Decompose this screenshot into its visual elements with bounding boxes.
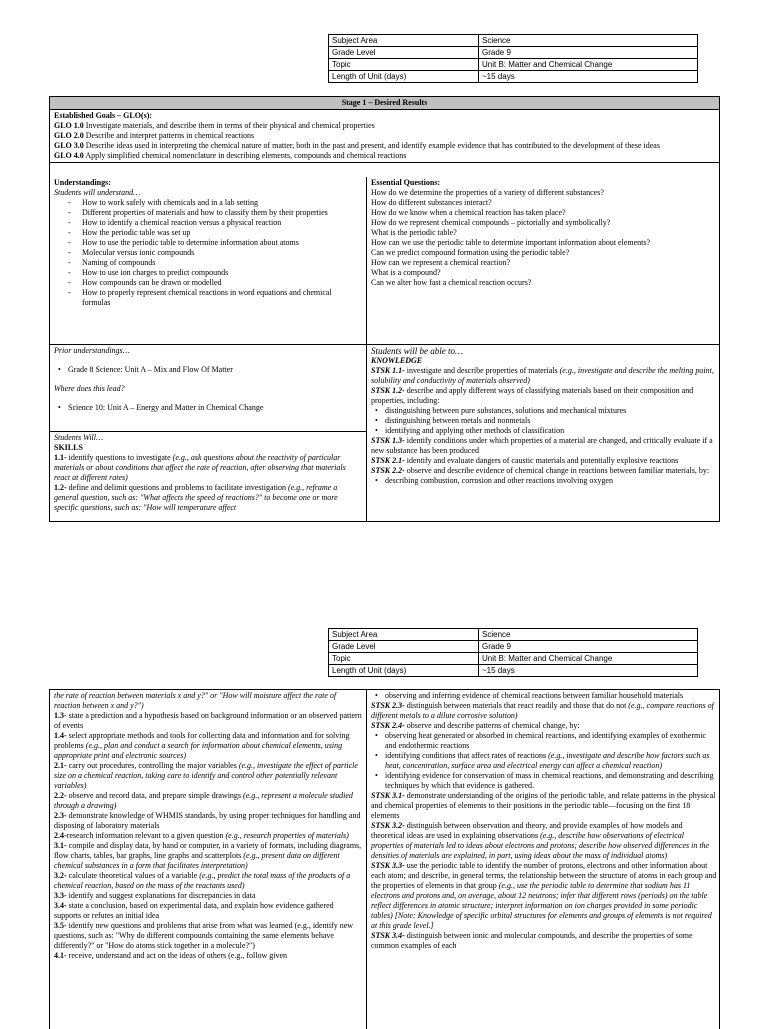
list-item: • identifying conditions that affect rates of reactions (e.g., investigate and describe how factors such as heat, concentration, surface area and electrical energy can affect a chemical reaction) — [385, 751, 717, 771]
unit-info-table-page-2 — [328, 628, 698, 677]
skill-item: 2.1- carry out procedures, controlling the major variables (e.g., investigate the effect of particle size on a chemical reaction, taking care to identify and control other potentially relevant variables) — [54, 761, 358, 790]
glo-item: GLO 4.0 Apply simplified chemical nomenclature in describing elements, compounds and chemical reactions — [54, 151, 407, 160]
established-goals — [50, 110, 719, 163]
stsk-item: STSK 2.1- identify and evaluate dangers of caustic materials and potentially explosive reactions — [371, 456, 679, 465]
skills-cell-continued — [50, 690, 366, 1029]
skill-item: 4.1- receive, understand and act on the ideas of others (e.g., follow given — [54, 951, 288, 960]
info-label: Grade Level — [329, 641, 479, 653]
info-label: Length of Unit (days) — [329, 71, 479, 83]
info-label: Subject Area — [329, 629, 479, 641]
stsk-item: STSK 2.4- observe and describe patterns of chemical change, by: — [371, 721, 580, 730]
stsk-item: STSK 3.3- use the periodic table to identify the number of protons, electrons and other information about each atom; and describe, in general terms, the relationship between the structure of atoms in each group and the properties of elements in that group (e.g., use the periodic table to determine that sodium has 11 electrons and protons and, on average, about 12 neutrons; infer that different rows (periods) on the table reflect differences in atomic structure; interpret information on ion charges provided in some periodic tables) [Note: Knowledge of specific orbital structures for elements and groups of elements is not required at this grade level.] — [371, 861, 717, 930]
essential-questions-cell — [367, 177, 720, 344]
info-value: ~15 days — [479, 665, 698, 677]
skill-continued: the rate of reaction between materials x and y?" or "How will moisture affect the rate of reaction between x and y?") — [54, 691, 337, 710]
skill-item: 2.3- demonstrate knowledge of WHMIS standards, by using proper techniques for handling and disposing of laboratory materials — [54, 811, 361, 830]
essential-questions-title: Essential Questions: — [371, 178, 441, 187]
skill-item: 2.4-research information relevant to a given question (e.g., research properties of materials) — [54, 831, 349, 840]
understandings-subtitle: Students will understand… — [54, 188, 141, 197]
stage-1-panel-continued — [49, 689, 720, 1029]
skill-item: 1.1- identify questions to investigate (e.g., ask questions about the reactivity of particular materials or about conditions that affect the rate of reaction, after observing that materials react at different rates) — [54, 453, 346, 482]
list-item: - How the periodic table was set up — [82, 228, 362, 238]
glo-item: GLO 1.0 Investigate materials, and describe them in terms of their physical and chemical properties — [54, 121, 375, 130]
info-label: Subject Area — [329, 35, 479, 47]
prior-lead: Where does this lead? — [54, 384, 125, 393]
info-label: Length of Unit (days) — [329, 665, 479, 677]
skill-item: 2.2- observe and record data, and prepare simple drawings (e.g., represent a molecule studied through a drawing) — [54, 791, 353, 810]
question-item: How do we determine the properties of a variety of different substances? — [371, 188, 604, 197]
question-item: How do different substances interact? — [371, 198, 492, 207]
list-item: - How to use the periodic table to determine information about atoms — [82, 238, 362, 248]
list-item: • distinguishing between pure substances, solutions and mechanical mixtures — [385, 406, 717, 416]
info-value: Science — [479, 35, 698, 47]
question-item: Can we alter how fast a chemical reaction occurs? — [371, 278, 532, 287]
list-item: - How compounds can be drawn or modelled — [82, 278, 362, 288]
question-item: What is the periodic table? — [371, 228, 457, 237]
skill-item: 1.4- select appropriate methods and tools for collecting data and information and for solving problems (e.g., plan and conduct a search for information about chemical elements, using appropriate print and electronic sources) — [54, 731, 350, 760]
glo-item: GLO 3.0 Describe ideas used in interpreting the chemical nature of matter, both in the past and present, and identify example evidence that has contributed to the development of these ideas — [54, 141, 660, 150]
info-label: Grade Level — [329, 47, 479, 59]
info-value: Unit B: Matter and Chemical Change — [479, 59, 698, 71]
stsk-item: STSK 3.2- distinguish between observation and theory, and provide examples of how models and theoretical ideas are used in explaining observations (e.g., describe how observations of electrical properties of materials led to ideas about electrons and protons; describe how observed differences in the densities of materials are explained, in part, using ideas about the mass of individual atoms) — [371, 821, 710, 860]
list-item: • identifying and applying other methods of classification — [385, 426, 717, 436]
question-item: What is a compound? — [371, 268, 441, 277]
list-item: - How to use ion charges to predict compounds — [82, 268, 362, 278]
skills-heading: SKILLS — [54, 443, 83, 452]
understandings-title: Understandings: — [54, 178, 111, 187]
question-item: How can we represent a chemical reaction? — [371, 258, 511, 267]
question-item: Can we predict compound formation using the periodic table? — [371, 248, 570, 257]
prior-item: • Grade 8 Science: Unit A – Mix and Flow Of Matter — [68, 365, 362, 375]
list-item: • observing heat generated or absorbed in chemical reactions, and identifying examples of exothermic and endothermic reactions — [385, 731, 717, 751]
glo-item: GLO 2.0 Describe and interpret patterns in chemical reactions — [54, 131, 255, 140]
list-item: - Molecular versus ionic compounds — [82, 248, 362, 258]
skill-item: 3.3- identify and suggest explanations for discrepancies in data — [54, 891, 256, 900]
skill-item: 3.2- calculate theoretical values of a variable (e.g., predict the total mass of the products of a chemical reaction, based on the mass of the reactants used) — [54, 871, 351, 890]
stsk-item: STSK 1.3- identify conditions under which properties of a material are changed, and critically evaluate if a new substance has been produced — [371, 436, 713, 455]
info-label: Topic — [329, 59, 479, 71]
able-to-cell-continued — [367, 690, 720, 1029]
info-value: ~15 days — [479, 71, 698, 83]
goals-title: Established Goals – GLO(s): — [54, 111, 153, 120]
list-item: - How to work safely with chemicals and in a lab setting — [82, 198, 362, 208]
question-item: How do we represent chemical compounds – pictorially and symbolically? — [371, 218, 611, 227]
question-item: How do we know when a chemical reaction has taken place? — [371, 208, 566, 217]
prior-understandings-cell — [50, 345, 366, 431]
knowledge-heading: KNOWLEDGE — [371, 356, 423, 365]
understandings-list — [54, 198, 362, 308]
stage-header: Stage 1 – Desired Results — [50, 97, 719, 110]
list-item: • distinguishing between metals and nonmetals — [385, 416, 717, 426]
skill-item: 3.1- compile and display data, by hand or computer, in a variety of formats, including diagrams, flow charts, tables, bar graphs, line graphs and scatterplots (e.g., present data on different chemical substances in a form that facilitates interpretation) — [54, 841, 362, 870]
stage-1-panel — [49, 96, 720, 522]
list-item: - How to identify a chemical reaction versus a physical reaction — [82, 218, 362, 228]
prior-item: • Science 10: Unit A – Energy and Matter in Chemical Change — [68, 403, 362, 413]
skills-title: Students Will… — [54, 433, 104, 442]
question-item: How can we use the periodic table to determine important information about elements? — [371, 238, 651, 247]
stsk-item: STSK 1.1- investigate and describe properties of materials (e.g., investigate and describe the melting point, solubility and conductivity of materials observed) — [371, 366, 714, 385]
list-item: • identifying evidence for conservation of mass in chemical reactions, and demonstrating and describing techniques by which that evidence is gathered. — [385, 771, 717, 791]
list-item: - Naming of compounds — [82, 258, 362, 268]
skill-item: 3.4- state a conclusion, based on experimental data, and explain how evidence gathered supports or refutes an initial idea — [54, 901, 334, 920]
skill-item: 3.5- identify new questions and problems that arise from what was learned (e.g., identify new questions, such as: "Why do different compounds containing the same elements behave differently?" or "How do atoms stick together in a molecule?") — [54, 921, 354, 950]
info-value: Grade 9 — [479, 47, 698, 59]
list-item: • describing combustion, corrosion and other reactions involving oxygen — [385, 476, 717, 486]
able-to-cell — [367, 345, 720, 522]
skill-item: 1.2- define and delimit questions and problems to facilitate investigation (e.g., reframe a general question, such as: "What affects the speed of reactions?" to become one or more specific questions, such as: "How will temperature affect — [54, 483, 338, 512]
understandings-cell — [50, 177, 366, 344]
skills-cell — [50, 432, 366, 522]
info-value: Grade 9 — [479, 641, 698, 653]
unit-info-table — [328, 34, 698, 83]
prior-title: Prior understandings… — [54, 346, 130, 355]
able-title: Students will be able to… — [371, 346, 463, 356]
stsk-item: STSK 2.3- distinguish between materials that react readily and those that do not (e.g., compare reactions of different metals to a dilute corrosive solution) — [371, 701, 714, 720]
info-value: Unit B: Matter and Chemical Change — [479, 653, 698, 665]
stsk-item: STSK 3.4- distinguish between ionic and molecular compounds, and describe the properties of some common examples of each — [371, 931, 693, 950]
list-item: - How to properly represent chemical reactions in word equations and chemical formulas — [82, 288, 362, 308]
skill-item: 1.3- state a prediction and a hypothesis based on background information or an observed pattern of events — [54, 711, 362, 730]
info-value: Science — [479, 629, 698, 641]
list-item: • observing and inferring evidence of chemical reactions between familiar household materials — [385, 691, 717, 701]
stsk-item: STSK 3.1- demonstrate understanding of the origins of the periodic table, and relate patterns in the physical and chemical properties of elements to their positions in the periodic table—focusing on the first 18 elements — [371, 791, 716, 820]
list-item: - Different properties of materials and how to classify them by their properties — [82, 208, 362, 218]
stsk-item: STSK 2.2- observe and describe evidence of chemical change in reactions between familiar materials, by: — [371, 466, 710, 475]
info-label: Topic — [329, 653, 479, 665]
stsk-item: STSK 1.2- describe and apply different ways of classifying materials based on their composition and properties, including: — [371, 386, 694, 405]
